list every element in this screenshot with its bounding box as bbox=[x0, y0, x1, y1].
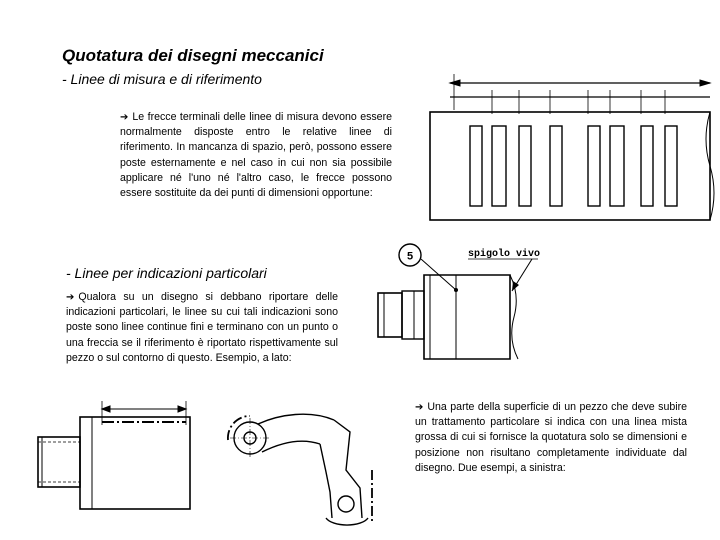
paragraph-measure-lines-text: Le frecce terminali delle linee di misura devono essere normalmente disposte entro le relative linee di riferimento. In mancanza di spazio, però, possono essere poste esternamente e nel caso in cui non sia possibile applicare né l'uno né l'altro caso, le frecce possono essere sostituite da dei punti di dimensioni opportune: bbox=[120, 111, 392, 200]
arrow-bullet-icon: ➔ bbox=[120, 112, 129, 123]
arrow-bullet-icon: ➔ bbox=[66, 292, 75, 303]
arrow-bullet-icon: ➔ bbox=[415, 402, 424, 413]
paragraph-measure-lines bbox=[120, 110, 392, 201]
callout-number: 5 bbox=[406, 250, 414, 263]
paragraph-special-indications bbox=[66, 290, 338, 366]
section-heading-measure-lines: - Linee di misura e di riferimento bbox=[62, 71, 262, 87]
paragraph-special-indications-text: Qualora su un disegno si debbano riportare delle indicazioni particolari, le linee su cui tali indicazioni sono poste sono linee continue fini e terminano con un punto o una freccia se il riferimento è riportato rispettivamente sul pezzo o sul contorno di questo. Esempio, a lato: bbox=[66, 291, 338, 364]
threaded-shaft-drawing bbox=[28, 395, 200, 530]
section-heading-special-indications: - Linee per indicazioni particolari bbox=[66, 265, 267, 281]
stepped-shaft-callout-drawing bbox=[370, 235, 570, 375]
lever-arm-drawing bbox=[220, 400, 400, 535]
edge-label: spigolo vivo bbox=[468, 249, 541, 260]
paragraph-surface-treatment-text: Una parte della superficie di un pezzo che deve subire un trattamento particolare si indica con una linea mista grossa di cui si fornisce la quotatura solo se dimensioni e posizione non risultano completamente individuate dal disegno. Due esempi, a sinistra: bbox=[415, 401, 687, 474]
slide-title: Quotatura dei disegni meccanici bbox=[62, 46, 324, 65]
paragraph-surface-treatment bbox=[415, 400, 687, 476]
grooved-shaft-drawing bbox=[420, 70, 720, 250]
